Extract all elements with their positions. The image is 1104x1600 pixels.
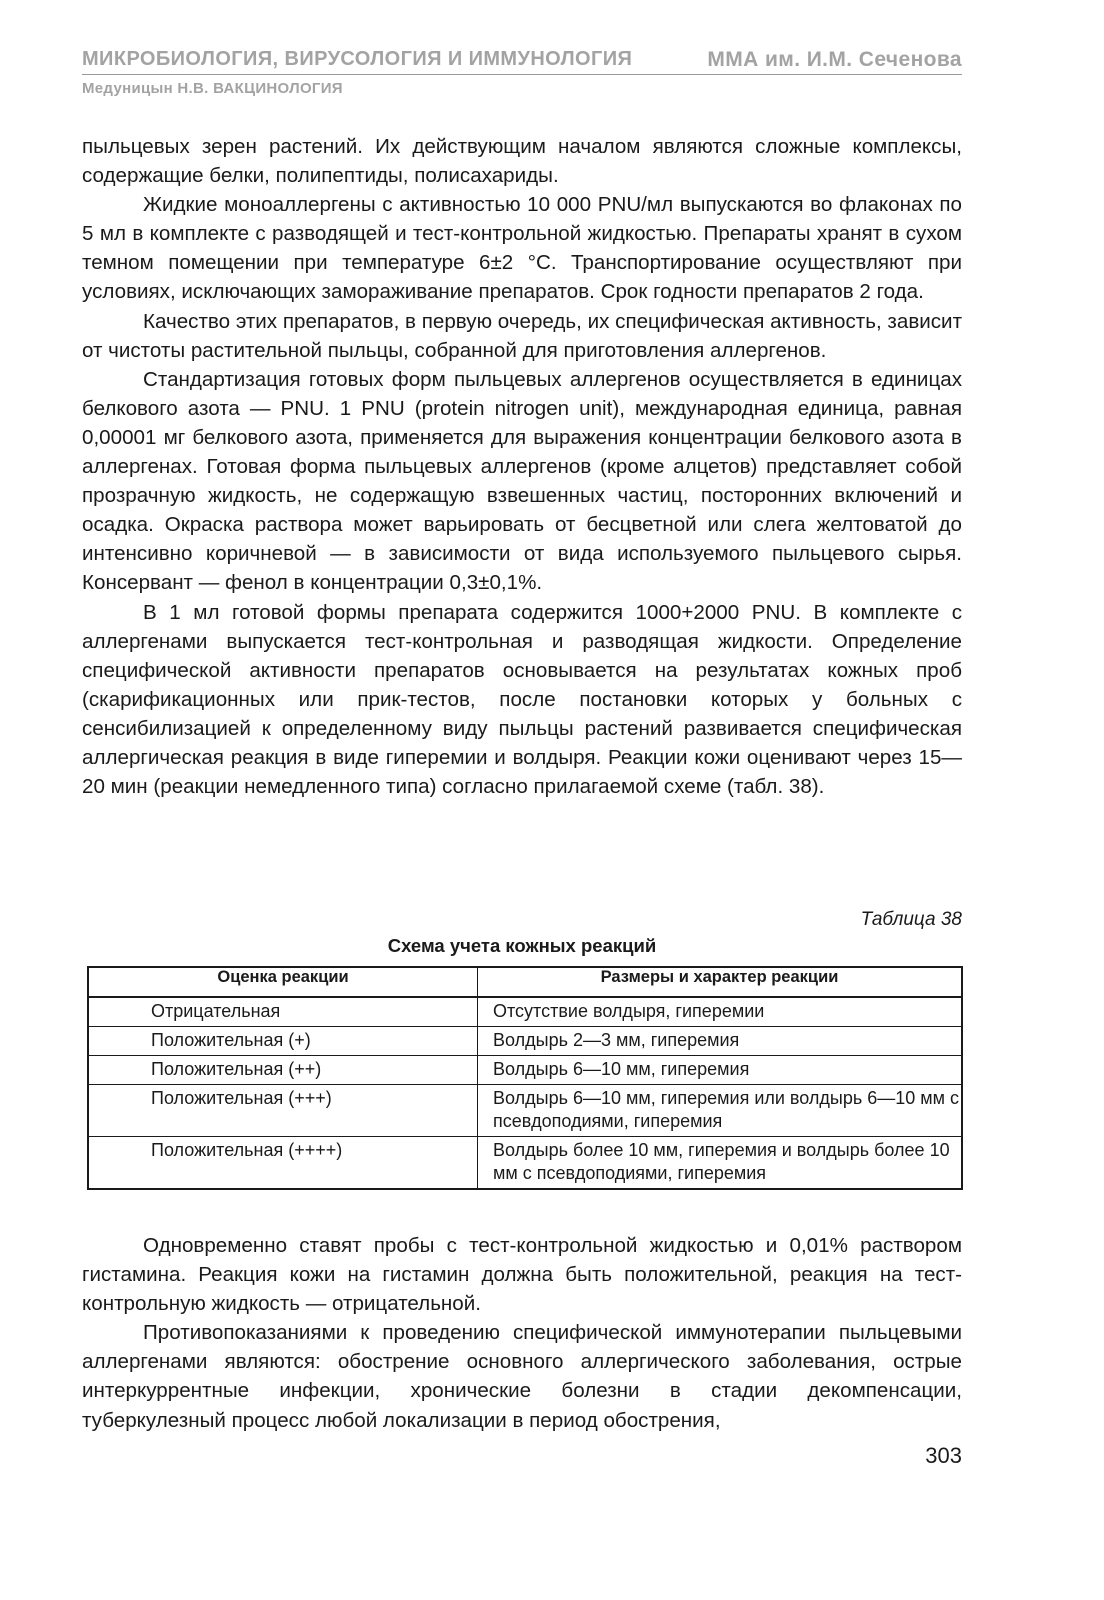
table-title: Схема учета кожных реакций — [387, 935, 657, 956]
table-row — [88, 1056, 962, 1085]
table-cell: Волдырь 6—10 мм, гиперемия или волдырь 6—10 мм с псевдоподиями, гиперемия — [478, 1085, 963, 1137]
page-number: 303 — [925, 1443, 962, 1468]
column-header: Размеры и характер реакции — [478, 967, 963, 997]
table-cell: Положительная (++) — [88, 1056, 478, 1085]
table-number: Таблица 38 — [860, 909, 962, 930]
header-subject: МИКРОБИОЛОГИЯ, ВИРУСОЛОГИЯ И ИММУНОЛОГИЯ — [82, 48, 633, 70]
table-cell: Отрицательная — [88, 997, 478, 1027]
skin-reactions-table — [87, 966, 963, 1190]
table-row — [88, 1027, 962, 1056]
paragraph: Противопоказаниями к проведению специфической иммунотерапии пыльцевыми аллергенами являются: обострение основного аллергического заболевания, острые интеркуррентные инфекции, хронические болезни в стадии декомпенсации, туберкулезный процесс любой локализации в период обострения, — [82, 1321, 962, 1432]
table-cell: Волдырь 6—10 мм, гиперемия — [478, 1056, 963, 1085]
main-text-continued — [82, 1231, 962, 1435]
running-header — [82, 46, 962, 75]
table-header-row — [88, 967, 962, 997]
paragraph: Качество этих препаратов, в первую очередь, их специфическая активность, зависит от чистоты растительной пыльцы, собранной для приготовления аллергенов. — [82, 309, 962, 362]
paragraph: Жидкие моноаллергены с активностью 10 000 PNU/мл выпускаются во флаконах по 5 мл в комплекте с разводящей и тест-контрольной жидкостью. Препараты хранят в сухом темном помещении при температуре 6±2 °С. Транспортирование осуществляют при условиях, исключающих замораживание препаратов. Срок годности препаратов 2 года. — [82, 193, 962, 304]
paragraph: Одновременно ставят пробы с тест-контрольной жидкостью и 0,01% раствором гистамина. Реакция кожи на гистамин должна быть положительной, реакция на тест-контрольную жидкость — отрицательной. — [82, 1234, 962, 1316]
header-institution: ММА им. И.М. Сеченова — [707, 48, 962, 71]
table-cell: Положительная (+++) — [88, 1085, 478, 1137]
table-cell: Положительная (+) — [88, 1027, 478, 1056]
main-text — [82, 132, 962, 801]
table-cell: Волдырь 2—3 мм, гиперемия — [478, 1027, 963, 1056]
table-row — [88, 997, 962, 1027]
table-cell: Положительная (++++) — [88, 1137, 478, 1190]
table-cell: Отсутствие волдыря, гиперемии — [478, 997, 963, 1027]
table-row — [88, 1137, 962, 1190]
paragraph: Стандартизация готовых форм пыльцевых аллергенов осуществляется в единицах белкового азота — PNU. 1 PNU (protein nitrogen unit), международная единица, равная 0,00001 мг белкового азота, применяется для выражения концентрации белкового азота в аллергенах. Готовая форма пыльцевых аллергенов (кроме алцетов) представляет собой прозрачную жидкость, не содержащую взвешенных частиц, посторонних включений и осадка. Окраска раствора может варьировать от бесцветной или слега желтоватой до интенсивно коричневой — в зависимости от вида используемого пыльцевого сырья. Консервант — фенол в концентрации 0,3±0,1%. — [82, 367, 962, 595]
paragraph: В 1 мл готовой формы препарата содержится 1000+2000 PNU. В комплекте с аллергенами выпускается тест-контрольная и разводящая жидкости. Определение специфической активности препаратов основывается на результатах кожных проб (скарификационных или прик-тестов, после постановки которых у больных с сенсибилизацией к определенному виду пыльцы растений развивается специфическая аллергическая реакция в виде гиперемии и волдыря. Реакции кожи оценивают через 15—20 мин (реакции немедленного типа) согласно прилагаемой схеме (табл. 38). — [82, 600, 962, 799]
header-book: Медуницын Н.В. ВАКЦИНОЛОГИЯ — [82, 80, 343, 97]
table-cell: Волдырь более 10 мм, гиперемия и волдырь более 10 мм с псевдоподиями, гиперемия — [478, 1137, 963, 1190]
table-row — [88, 1085, 962, 1137]
column-header: Оценка реакции — [88, 967, 478, 997]
paragraph: пыльцевых зерен растений. Их действующим началом являются сложные комплексы, содержащие белки, полипептиды, полисахариды. — [82, 135, 962, 188]
